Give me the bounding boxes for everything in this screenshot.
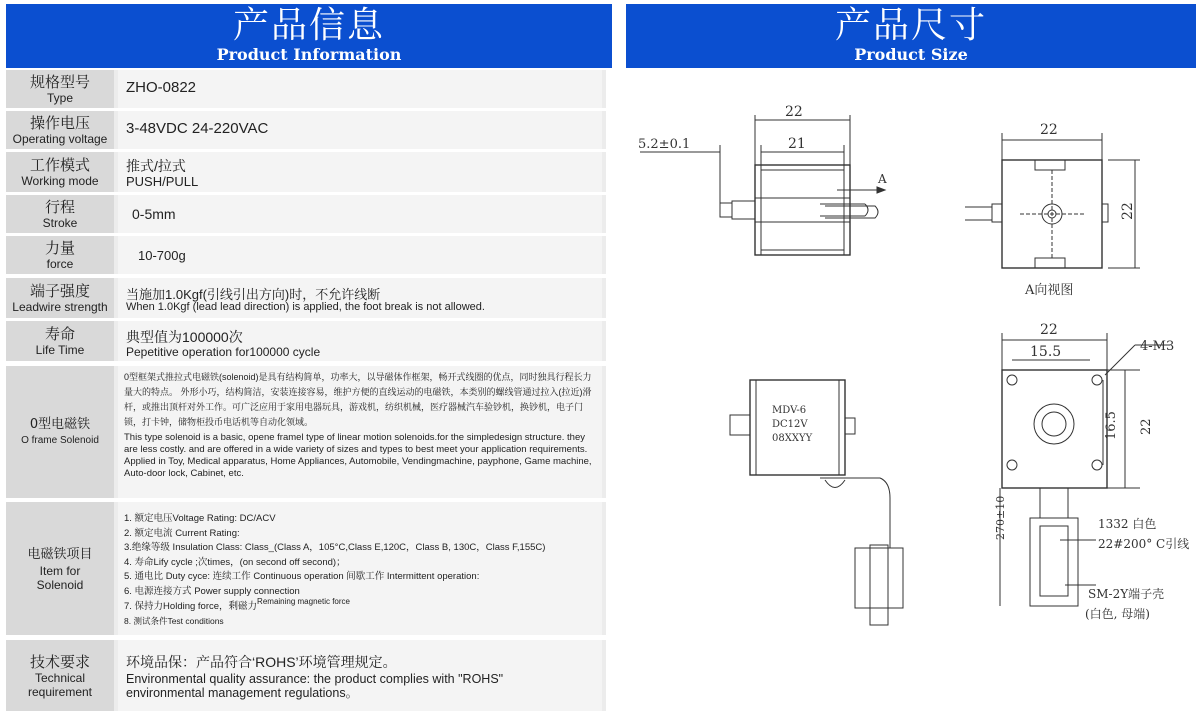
header-title-en: Product Size [854,45,968,64]
dim-text: 22 [1120,202,1136,220]
dim-text: 5.2±0.1 [638,137,691,152]
product-information-header [6,4,612,68]
value-text: 当施加1.0Kgf(引线引出方向)时，不允许线断 [126,287,381,302]
dim-text: 270±10 [994,495,1007,540]
label-en: Technical requirement [27,670,93,699]
label-en: Operating voltage [12,132,108,146]
spec-row-oframe-solenoid [6,366,606,498]
row-value [118,111,602,149]
product-size-header [626,4,1196,68]
header-title-zh: 产品信息 [232,5,385,46]
label-zh: 技术要求 [29,652,90,671]
value-text: 环境品保：产品符合‘ROHS’环境管理规定。 [126,654,397,670]
row-value [118,278,602,318]
wire-label: 1332 白色 [1098,517,1157,531]
value-text: ZHO-0822 [126,79,197,96]
value-text: 推式/拉式 [126,158,186,174]
spec-row-working-mode [6,152,606,192]
holding-force-text: 7. 保持力Holding force，剩磁力 [124,600,258,612]
value-text: 3-48VDC 24-220VAC [126,120,269,137]
value-text: 典型值为100000次 [126,329,243,345]
label-zh: 工作模式 [29,156,90,174]
spec-row-item-for-solenoid [6,502,606,635]
part-label: MDV-6 [772,405,807,416]
label-en: O frame Solenoid [21,435,99,446]
label-en: Item for Solenoid [36,563,84,592]
row-label [6,278,114,318]
row-value [118,195,602,233]
label-zh: 端子强度 [29,282,90,300]
label-en: force [46,257,74,271]
header-title-zh: 产品尺寸 [834,5,987,46]
row-label [6,321,114,361]
terminal-label: SM-2Y端子壳 [1088,587,1165,601]
remaining-force-text: Remaining magnetic force [257,596,350,606]
row-label [6,236,114,274]
spec-row-stroke [6,195,606,233]
dim-text: 22 [785,104,803,120]
dim-text: 22 [1139,418,1154,435]
label-zh: 行程 [44,198,75,216]
row-value [118,236,602,274]
label-zh: 0型电磁铁 [29,417,91,432]
value-text: 10-700g [138,248,186,263]
dim-text: 15.5 [1030,344,1062,360]
value-text-en: PUSH/PULL [126,174,199,189]
label-en: Life Time [35,343,85,357]
list-item: 2. 额定电流 Current Rating: [124,527,240,539]
dim-text: 22 [1040,322,1058,338]
spec-row-voltage [6,111,606,149]
row-label [6,152,114,192]
dim-text: 22 [1040,122,1058,138]
bottom-right-view [1000,333,1170,606]
description-en: This type solenoid is a basic, opene framel type of linear motion solenoids.for the simpledesign structure. they are less costly. and are offered in a wide variety of sizes and types to best meet your application requirements. Applied in Toy, Medical apparatus, Home Appliances, Automobile, Vendingmachine, payphone, Game machine, Auto-door lock, Cabinet, etc. [124,432,592,479]
row-label [6,502,114,635]
label-en: Working mode [21,174,99,188]
front-view [730,380,903,625]
row-label [6,366,114,498]
label-zh: 电磁铁项目 [27,546,93,562]
value-text-en: Environmental quality assurance: the product complies with "ROHS" environmental management regulations。 [126,672,504,700]
row-label [6,640,114,711]
dim-text: 4-M3 [1140,339,1175,354]
dim-text: 16.5 [1104,411,1119,440]
description-zh: 0型框架式推拉式电磁铁(solenoid)是具有结构简单，功率大，以导磁体作框架，畅开式线圈的优点，同时独具行程长力量大的特点。 外形小巧，结构简洁，安装连接容易，维护方便的直线运动的电磁铁，本类别的螺线管通过拉入(拉近)滑杆，或推出顶杆对外工作。可广泛应用于家用电器玩具，游戏机，纺织机械，医疗器械汽车验钞机，换钞机，电子门锁，打卡钟，储物柜投币电话机等自动化领域。 [124,372,592,427]
spec-row-leadwire-strength [6,278,606,318]
row-label [6,195,114,233]
value-text-en: When 1.0Kgf (lead lead direction) is applied, the foot break is not allowed. [126,301,485,313]
label-zh: 操作电压 [29,114,90,132]
row-value [118,502,602,635]
header-title-en: Product Information [216,45,402,64]
row-value [118,70,602,108]
list-item: 3.绝缘等级 Insulation Class: Class_(Class A，105°C,Class E,120C，Class B, 130C，Class F,155C) [124,542,546,554]
row-value [118,321,602,361]
terminal-label: (白色, 母端) [1085,607,1150,621]
a-direction-view [965,133,1140,268]
list-item: 5. 通电比 Duty cyce: 连续工作 Continuous operation 间歇工作 Intermittent operation: [124,571,480,583]
dimension-drawing [620,70,1200,711]
view-caption: A向视图 [1025,283,1074,298]
spec-row-force [6,236,606,274]
spec-row-technical-requirement [6,640,606,711]
value-text: 0-5mm [132,206,176,222]
row-value [118,152,602,192]
wire-label: 22#200° C引线 [1098,537,1190,551]
label-en: Leadwire strength [12,300,108,314]
label-zh: 规格型号 [29,73,90,91]
row-value [118,640,602,711]
side-view [640,115,885,255]
spec-row-life-time [6,321,606,361]
part-label: 08XXYY [772,433,813,444]
dim-text: 21 [788,136,806,152]
part-label: DC12V [772,419,808,430]
list-item: 8. 测试条件Test conditions [124,616,224,627]
value-text-en: Pepetitive operation for100000 cycle [126,345,321,359]
list-item: 6. 电源连接方式 Power supply connection [124,585,300,597]
row-value [118,366,602,498]
spec-row-type [6,70,606,108]
list-item: 1. 额定电压Voltage Rating: DC/ACV [124,513,276,524]
label-en: Type [46,91,73,105]
list-item [124,596,604,615]
dim-text: A [878,172,887,186]
row-label [6,111,114,149]
label-zh: 寿命 [44,325,75,343]
list-item: 4. 寿命Lify cycle ;次times，(on second off second)； [124,556,346,568]
row-label [6,70,114,108]
item-list [124,512,604,629]
label-en: Stroke [42,216,78,230]
label-zh: 力量 [44,239,75,257]
